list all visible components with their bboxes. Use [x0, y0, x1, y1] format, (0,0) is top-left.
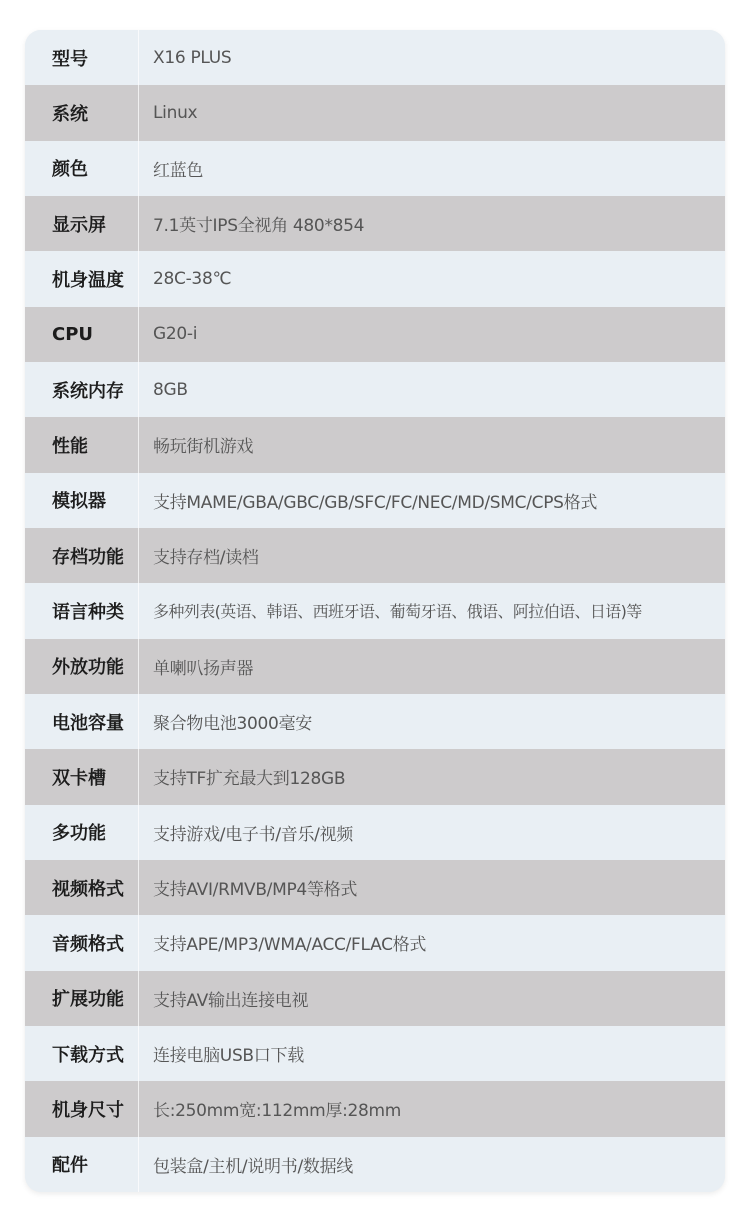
- spec-label: 下载方式: [25, 1026, 139, 1081]
- spec-label: 电池容量: [25, 694, 139, 749]
- spec-label: 机身温度: [25, 251, 139, 306]
- spec-label: 系统内存: [25, 362, 139, 417]
- spec-value: 包装盒/主机/说明书/数据线: [153, 1156, 353, 1177]
- spec-label: 存档功能: [25, 528, 139, 583]
- spec-row-model: [25, 30, 725, 85]
- spec-row-system: [25, 85, 725, 140]
- spec-row-temperature: [25, 251, 725, 306]
- spec-value: 支持TF扩充最大到128GB: [153, 769, 346, 790]
- spec-label: 型号: [25, 30, 139, 85]
- spec-row-cpu: [25, 307, 725, 362]
- spec-row-memory: [25, 362, 725, 417]
- spec-row-accessories: [25, 1137, 725, 1192]
- spec-label: 模拟器: [25, 473, 139, 528]
- spec-row-expansion: [25, 971, 725, 1026]
- spec-label: CPU: [25, 307, 139, 362]
- spec-table: [25, 30, 725, 1192]
- spec-label: 配件: [25, 1137, 139, 1192]
- spec-row-audio-format: [25, 915, 725, 970]
- spec-label: 扩展功能: [25, 971, 139, 1026]
- spec-row-emulator: [25, 473, 725, 528]
- spec-row-language: [25, 583, 725, 638]
- spec-row-color: [25, 141, 725, 196]
- spec-value: 连接电脑USB口下载: [153, 1046, 304, 1067]
- spec-value: 8GB: [153, 379, 188, 400]
- spec-value: 支持AV输出连接电视: [153, 990, 309, 1011]
- spec-value: 聚合物电池3000毫安: [153, 714, 312, 735]
- spec-row-card-slot: [25, 749, 725, 804]
- spec-value: 支持AVI/RMVB/MP4等格式: [153, 880, 358, 901]
- spec-value: 红蓝色: [153, 160, 204, 181]
- spec-value: 支持游戏/电子书/音乐/视频: [153, 824, 353, 845]
- spec-row-display: [25, 196, 725, 251]
- spec-value: 长:250mm宽:112mm厚:28mm: [153, 1101, 402, 1122]
- spec-row-multifunction: [25, 805, 725, 860]
- spec-label: 机身尺寸: [25, 1081, 139, 1136]
- spec-value: 多种列表(英语、韩语、西班牙语、葡萄牙语、俄语、阿拉伯语、日语)等: [153, 602, 642, 622]
- spec-row-video-format: [25, 860, 725, 915]
- spec-label: 双卡槽: [25, 749, 139, 804]
- spec-label: 性能: [25, 417, 139, 472]
- spec-row-dimensions: [25, 1081, 725, 1136]
- spec-value: Linux: [153, 102, 198, 123]
- spec-label: 显示屏: [25, 196, 139, 251]
- spec-value: 支持APE/MP3/WMA/ACC/FLAC格式: [153, 935, 427, 956]
- spec-label: 语言种类: [25, 583, 139, 638]
- spec-row-download: [25, 1026, 725, 1081]
- spec-row-battery: [25, 694, 725, 749]
- spec-value: 单喇叭扬声器: [153, 658, 254, 679]
- spec-row-performance: [25, 417, 725, 472]
- spec-row-speaker: [25, 639, 725, 694]
- spec-label: 音频格式: [25, 915, 139, 970]
- spec-row-save: [25, 528, 725, 583]
- spec-label: 视频格式: [25, 860, 139, 915]
- spec-value: 7.1英寸IPS全视角 480*854: [153, 216, 365, 237]
- spec-label: 系统: [25, 85, 139, 140]
- spec-label: 外放功能: [25, 639, 139, 694]
- spec-value: 支持存档/读档: [153, 548, 259, 569]
- spec-value: 畅玩街机游戏: [153, 437, 254, 458]
- spec-value: G20-i: [153, 324, 198, 345]
- spec-value: X16 PLUS: [153, 47, 232, 68]
- spec-value: 支持MAME/GBA/GBC/GB/SFC/FC/NEC/MD/SMC/CPS格式: [153, 492, 598, 513]
- spec-label: 颜色: [25, 141, 139, 196]
- spec-label: 多功能: [25, 805, 139, 860]
- spec-value: 28C-38℃: [153, 268, 232, 289]
